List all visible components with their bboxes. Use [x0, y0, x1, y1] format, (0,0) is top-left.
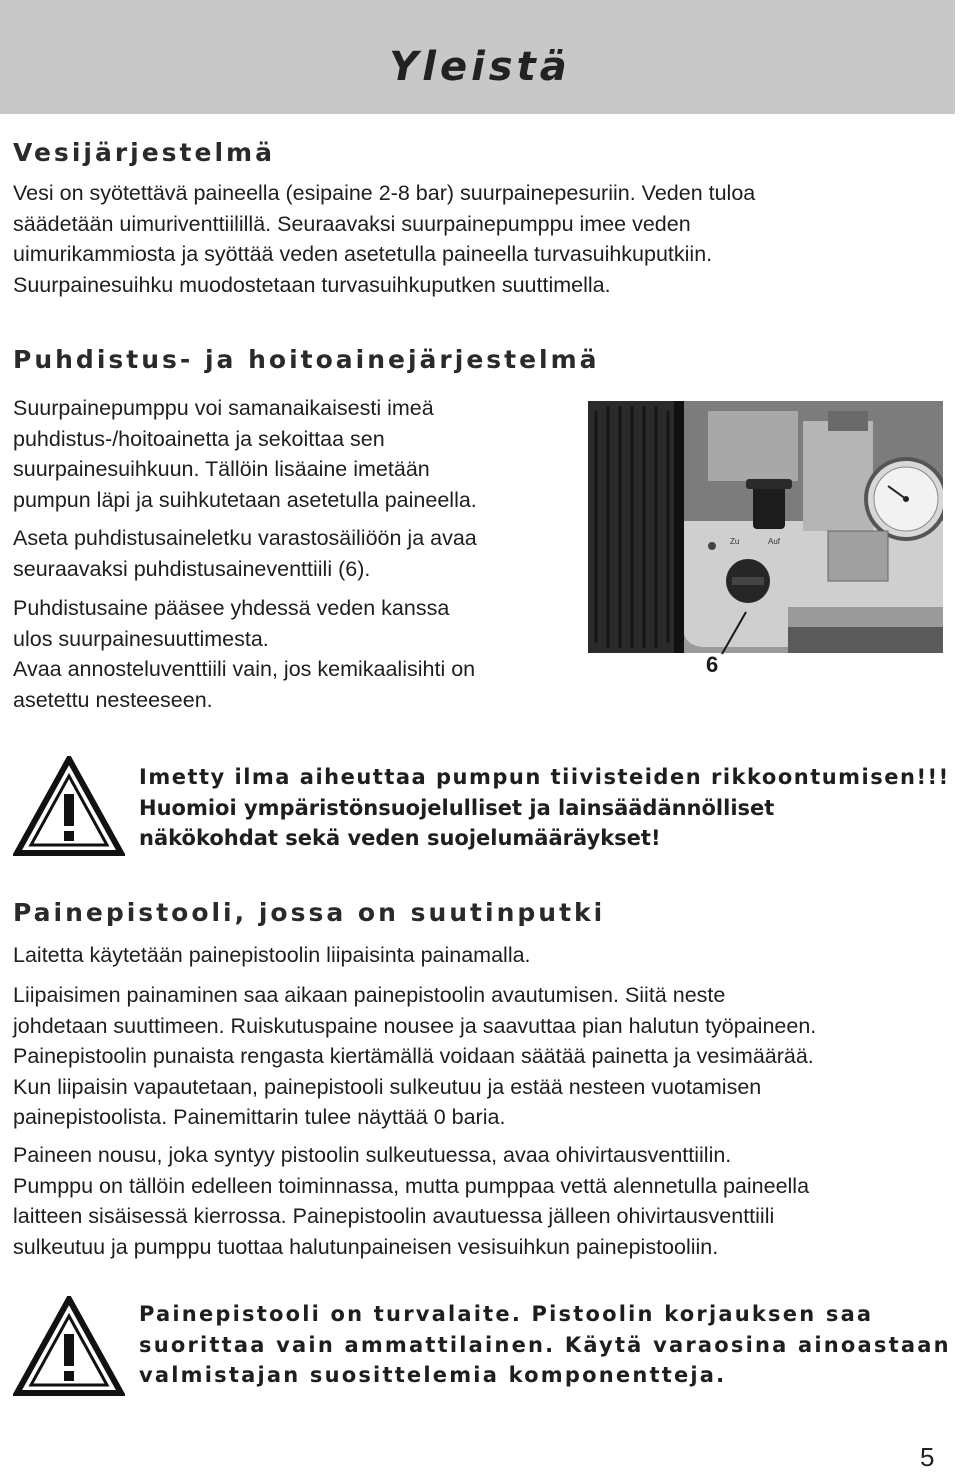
svg-text:Auf: Auf [768, 537, 781, 546]
text-line: Pumppu on tällöin edelleen toiminnassa, mutta pumppaa vettä alennetulla paineella [13, 1173, 810, 1198]
text-line: Vesi on syötettävä paineella (esipaine 2-8 bar) suurpainepesuriin. Veden tuloa [13, 181, 756, 205]
cleaning-paragraph-3 [13, 593, 475, 715]
text-line: Aseta puhdistusaineletku varastosäiliöön ja avaa [13, 526, 477, 550]
text-line: Paineen nousu, joka syntyy pistoolin sulkeutuessa, avaa ohivirtausventtiilin. [13, 1143, 732, 1167]
warning-line: valmistajan suosittelemia komponentteja. [139, 1363, 727, 1387]
text-line: Suurpainepumppu voi samanaikaisesti imeä [13, 396, 434, 420]
svg-text:Zu: Zu [730, 537, 740, 546]
text-line: Painepistoolin punaista rengasta kiertämällä voidaan säätää painetta ja vesimäärää. [13, 1044, 814, 1068]
figure-callout-label: 6 [706, 652, 719, 677]
text-line: uimurikammiosta ja syöttää veden asetetulla paineella turvasuihkuputkiin. [13, 242, 713, 266]
pressure-gun-heading: Painepistooli, jossa on suutinputki [13, 898, 606, 927]
text-line: Suurpainesuihku muodostetaan turvasuihkuputken suuttimella. [13, 272, 611, 297]
warning-2-text [139, 1299, 951, 1391]
water-system-text [13, 178, 755, 300]
text-line: painepistoolista. Painemittarin tulee näyttää 0 baria. [13, 1105, 506, 1129]
text-line: puhdistus-/hoitoainetta ja sekoittaa sen [13, 426, 385, 451]
machine-detail-photo [588, 401, 943, 653]
text-line: asetettu nesteeseen. [13, 687, 213, 712]
page-number: 5 [920, 1442, 935, 1472]
text-line: seuraavaksi puhdistusaineventtiili (6). [13, 556, 371, 581]
warning-line: suorittaa vain ammattilainen. Käytä varaosina ainoastaan [139, 1332, 951, 1357]
warning-1-text [139, 762, 950, 854]
cleaning-paragraph-1 [13, 393, 477, 515]
water-system-heading: Vesijärjestelmä [13, 138, 275, 167]
pressure-gun-paragraph-3 [13, 1140, 809, 1262]
warning-triangle-icon [13, 1296, 125, 1396]
warning-triangle-icon [13, 756, 125, 856]
text-line: Liipaisimen painaminen saa aikaan painepistoolin avautumisen. Siitä neste [13, 983, 726, 1007]
cleaning-system-heading: Puhdistus- ja hoitoainejärjestelmä [13, 345, 600, 374]
page-title: Yleistä [389, 44, 571, 90]
text-line: säädetään uimuriventtiilillä. Seuraavaksi suurpainepumppu imee veden [13, 211, 691, 236]
pressure-gun-paragraph-2 [13, 980, 816, 1133]
text-line: sulkeutuu ja pumppu tuottaa halutunpaineisen vesisuihkun painepistooliin. [13, 1234, 719, 1259]
text-line: Kun liipaisin vapautetaan, painepistooli sulkeutuu ja estää nesteen vuotamisen [13, 1074, 762, 1099]
text-line: pumpun läpi ja suihkutetaan asetetulla paineella. [13, 487, 477, 512]
warning-line: Painepistooli on turvalaite. Pistoolin korjauksen saa [139, 1302, 874, 1326]
text-line: laitteen sisäisessä kierrossa. Painepistoolin avautuessa jälleen ohivirtausventtiili [13, 1204, 775, 1228]
warning-line: näkökohdat sekä veden suojelumääräykset! [139, 826, 661, 850]
warning-line: Imetty ilma aiheuttaa pumpun tiivisteiden rikkoontumisen!!! [139, 765, 950, 789]
text-line: suurpainesuihkuun. Tällöin lisäaine imetään [13, 457, 430, 481]
text-line: Puhdistusaine pääsee yhdessä veden kanssa [13, 596, 450, 620]
text-line: Avaa annosteluventtiili vain, jos kemikaalisihti on [13, 657, 476, 681]
cleaning-paragraph-2 [13, 523, 477, 584]
callout-leader-line [718, 610, 750, 658]
warning-line: Huomioi ympäristönsuojelulliset ja lainsäädännölliset [139, 795, 775, 820]
pressure-gun-paragraph-1: Laitetta käytetään painepistoolin liipaisinta painamalla. [13, 943, 531, 967]
text-line: ulos suurpainesuuttimesta. [13, 626, 269, 651]
text-line: johdetaan suuttimeen. Ruiskutuspaine nousee ja saavuttaa pian halutun työpaineen. [13, 1013, 817, 1038]
